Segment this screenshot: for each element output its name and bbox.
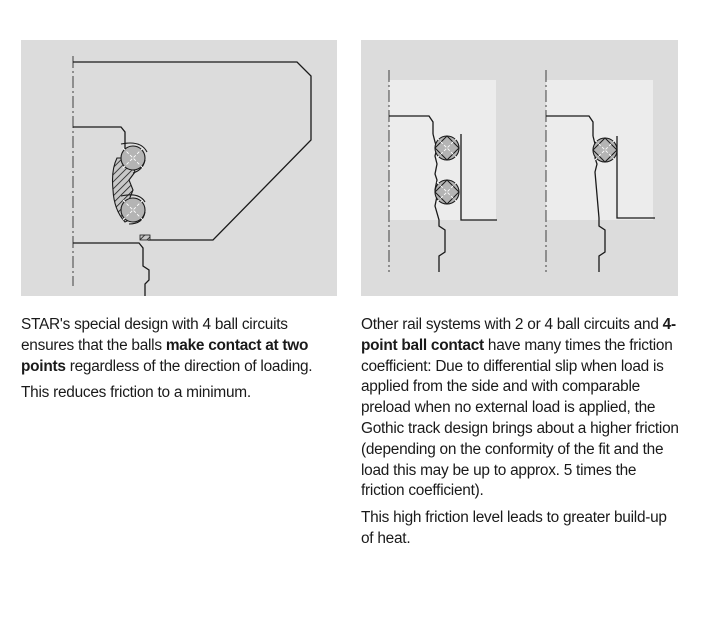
ball-lower-left — [435, 180, 459, 204]
star-2-point-contact-diagram — [21, 40, 337, 296]
ball-upper-left — [435, 136, 459, 160]
ball-right — [593, 138, 617, 162]
star-profile-drawing — [21, 40, 337, 296]
star-description — [21, 315, 341, 410]
rail-outline — [73, 243, 149, 296]
gothic-profile-drawing — [361, 40, 678, 296]
carriage-lip — [73, 127, 125, 150]
star-paragraph-2: This reduces friction to a minimum. — [21, 384, 251, 402]
text: have many times the friction coefficient: Due to differential slip when load is applied from the side and with comparable preload when no external load is applied, the Gothic track design brings about a higher friction (depending on the conformity of the fit and the load this may be up to approx. 5 times the friction coefficient). — [361, 336, 679, 500]
emphasis-two-points: make contact at two points — [21, 336, 309, 375]
text: regardless of the direction of loading. — [65, 357, 313, 375]
other-paragraph-2: This high friction level leads to greater build-up of heat. — [361, 509, 667, 547]
four-point-contact-diagram — [361, 40, 678, 296]
other-systems-description — [361, 315, 681, 556]
carriage-outline — [73, 62, 311, 240]
text: STAR's special design with 4 ball circuits ensures that the balls — [21, 316, 288, 354]
text: Other rail systems with 2 or 4 ball circuits and — [361, 316, 663, 333]
other-paragraph-1 — [361, 315, 681, 502]
seal-strip — [140, 235, 150, 240]
emphasis-4-point-contact: 4-point ball contact — [361, 316, 676, 354]
star-paragraph-1 — [21, 315, 341, 377]
